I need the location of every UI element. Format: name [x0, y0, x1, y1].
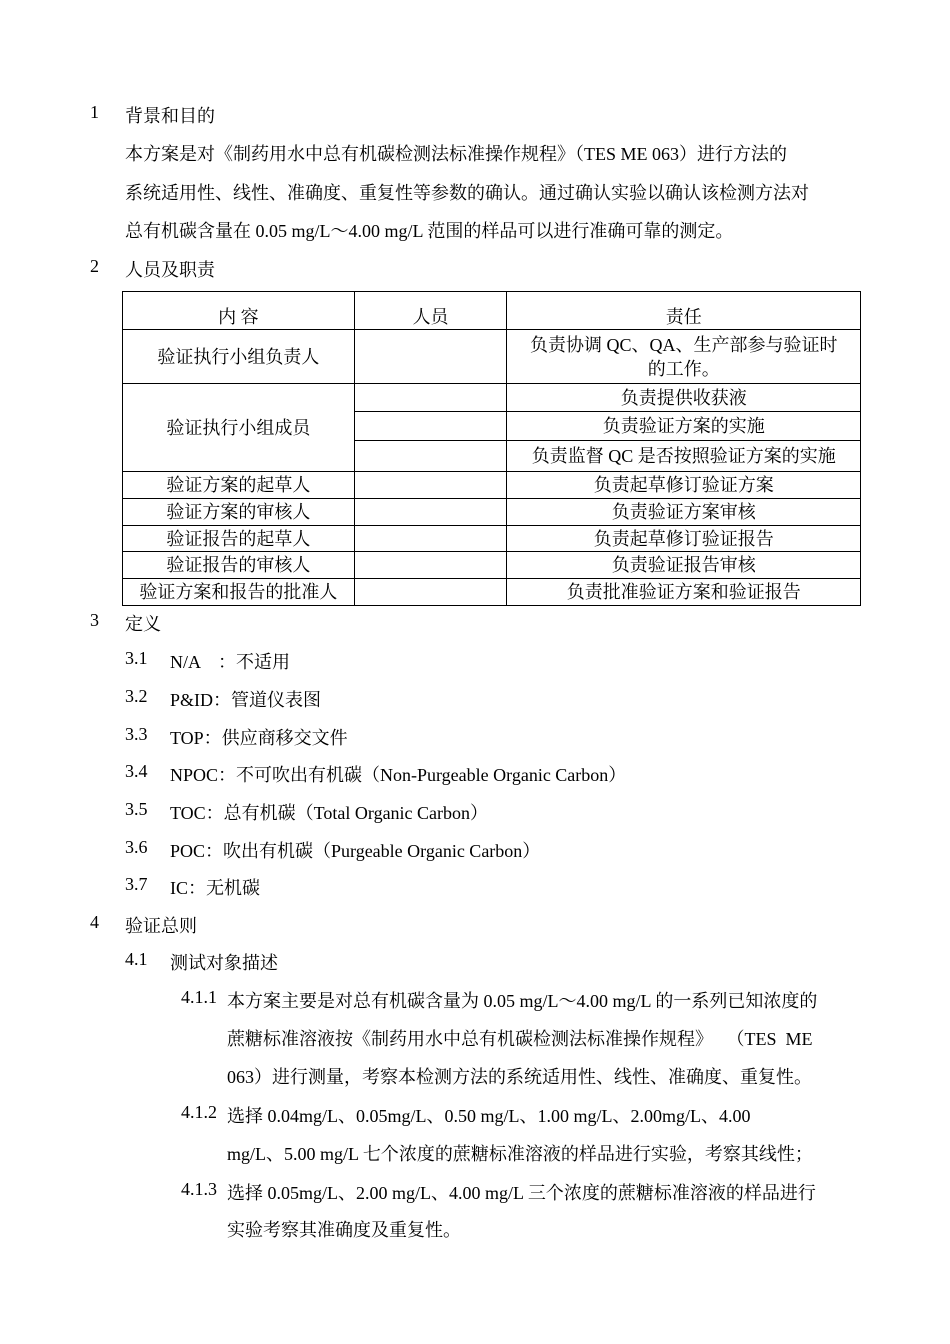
duty-line: 的工作。 — [647, 358, 720, 379]
role-cell: 验证方案的起草人 — [123, 472, 355, 499]
clause-line: 本方案主要是对总有机碳含量为 0.05 mg/L～4.00 mg/L 的一系列已知浓度的 — [227, 991, 818, 1011]
clause-number: 4.1.2 — [181, 1102, 217, 1122]
role-cell: 验证方案和报告的批准人 — [123, 579, 355, 606]
duty-cell: 负责起草修订验证方案 — [507, 472, 861, 499]
table-row — [123, 330, 861, 384]
header-personnel: 人员 — [354, 292, 507, 330]
duty-cell: 负责验证方案审核 — [507, 499, 861, 526]
table-row — [123, 552, 861, 579]
role-cell: 验证执行小组负责人 — [123, 330, 355, 384]
definition-number: 3.5 — [125, 799, 148, 819]
section-1-number: 1 — [90, 102, 99, 122]
clause-line: 实验考察其准确度及重复性。 — [227, 1220, 461, 1240]
clause-line: 蔗糖标准溶液按《制药用水中总有机碳检测法标准操作规程》 （TES ME — [227, 1029, 813, 1049]
section-4-number: 4 — [90, 912, 99, 932]
subsection-title: 测试对象描述 — [170, 953, 278, 973]
personnel-cell — [354, 384, 507, 412]
definition-text: NPOC：不可吹出有机碳（Non-Purgeable Organic Carbon） — [170, 765, 627, 785]
clause-line: 选择 0.05mg/L、2.00 mg/L、4.00 mg/L 三个浓度的蔗糖标准溶液的样品进行 — [227, 1183, 816, 1203]
role-cell: 验证执行小组成员 — [123, 384, 355, 472]
clause-number: 4.1.3 — [181, 1179, 217, 1199]
table-header-row — [123, 292, 861, 330]
section-2-number: 2 — [90, 256, 99, 276]
table-row — [123, 499, 861, 526]
duty-line: 负责协调 QC、QA、生产部参与验证时 — [529, 334, 838, 355]
table-row — [123, 526, 861, 552]
clause-line: 选择 0.04mg/L、0.05mg/L、0.50 mg/L、1.00 mg/L、2.00mg/L、4.00 — [227, 1106, 751, 1126]
definition-text: P&ID：管道仪表图 — [170, 690, 322, 710]
section-4-title: 验证总则 — [125, 916, 197, 936]
definition-text: N/A ：不适用 — [170, 652, 291, 672]
definition-text: TOP：供应商移交文件 — [170, 728, 348, 748]
clause-line: 063）进行测量，考察本检测方法的系统适用性、线性、准确度、重复性。 — [227, 1067, 812, 1087]
personnel-cell — [354, 579, 507, 606]
definition-text: IC：无机碳 — [170, 878, 260, 898]
personnel-cell — [354, 499, 507, 526]
responsibility-table — [122, 291, 861, 606]
definition-number: 3.7 — [125, 874, 148, 894]
clause-number: 4.1.1 — [181, 987, 217, 1007]
header-responsibility: 责任 — [507, 292, 861, 330]
personnel-cell — [354, 330, 507, 384]
section-1-line-1: 本方案是对《制药用水中总有机碳检测法标准操作规程》（TES ME 063）进行方法的 — [125, 144, 787, 164]
section-1-line-3: 总有机碳含量在 0.05 mg/L～4.00 mg/L 范围的样品可以进行准确可靠的测定。 — [125, 221, 734, 241]
role-cell: 验证报告的审核人 — [123, 552, 355, 579]
definition-number: 3.1 — [125, 648, 148, 668]
role-cell: 验证报告的起草人 — [123, 526, 355, 552]
duty-cell: 负责监督 QC 是否按照验证方案的实施 — [507, 441, 861, 472]
definition-text: TOC：总有机碳（Total Organic Carbon） — [170, 803, 489, 823]
duty-cell — [507, 330, 861, 384]
personnel-cell — [354, 526, 507, 552]
clause-line: mg/L、5.00 mg/L 七个浓度的蔗糖标准溶液的样品进行实验，考察其线性； — [227, 1144, 813, 1164]
duty-cell: 负责起草修订验证报告 — [507, 526, 861, 552]
section-1-line-2: 系统适用性、线性、准确度、重复性等参数的确认。通过确认实验以确认该检测方法对 — [125, 183, 809, 203]
definition-number: 3.3 — [125, 724, 148, 744]
definition-number: 3.2 — [125, 686, 148, 706]
table-row — [123, 579, 861, 606]
role-cell: 验证方案的审核人 — [123, 499, 355, 526]
personnel-cell — [354, 441, 507, 472]
section-1-title: 背景和目的 — [125, 106, 215, 126]
header-content: 内 容 — [123, 292, 355, 330]
subsection-number: 4.1 — [125, 949, 148, 969]
duty-cell: 负责批准验证方案和验证报告 — [507, 579, 861, 606]
section-3-number: 3 — [90, 610, 99, 630]
table-row — [123, 472, 861, 499]
definition-text: POC：吹出有机碳（Purgeable Organic Carbon） — [170, 841, 541, 861]
duty-cell: 负责验证报告审核 — [507, 552, 861, 579]
personnel-cell — [354, 412, 507, 441]
personnel-cell — [354, 552, 507, 579]
table-row — [123, 384, 861, 412]
definition-number: 3.4 — [125, 761, 148, 781]
duty-cell: 负责提供收获液 — [507, 384, 861, 412]
section-3-title: 定义 — [125, 614, 161, 634]
section-2-title: 人员及职责 — [125, 260, 215, 280]
personnel-cell — [354, 472, 507, 499]
definition-number: 3.6 — [125, 837, 148, 857]
duty-cell: 负责验证方案的实施 — [507, 412, 861, 441]
